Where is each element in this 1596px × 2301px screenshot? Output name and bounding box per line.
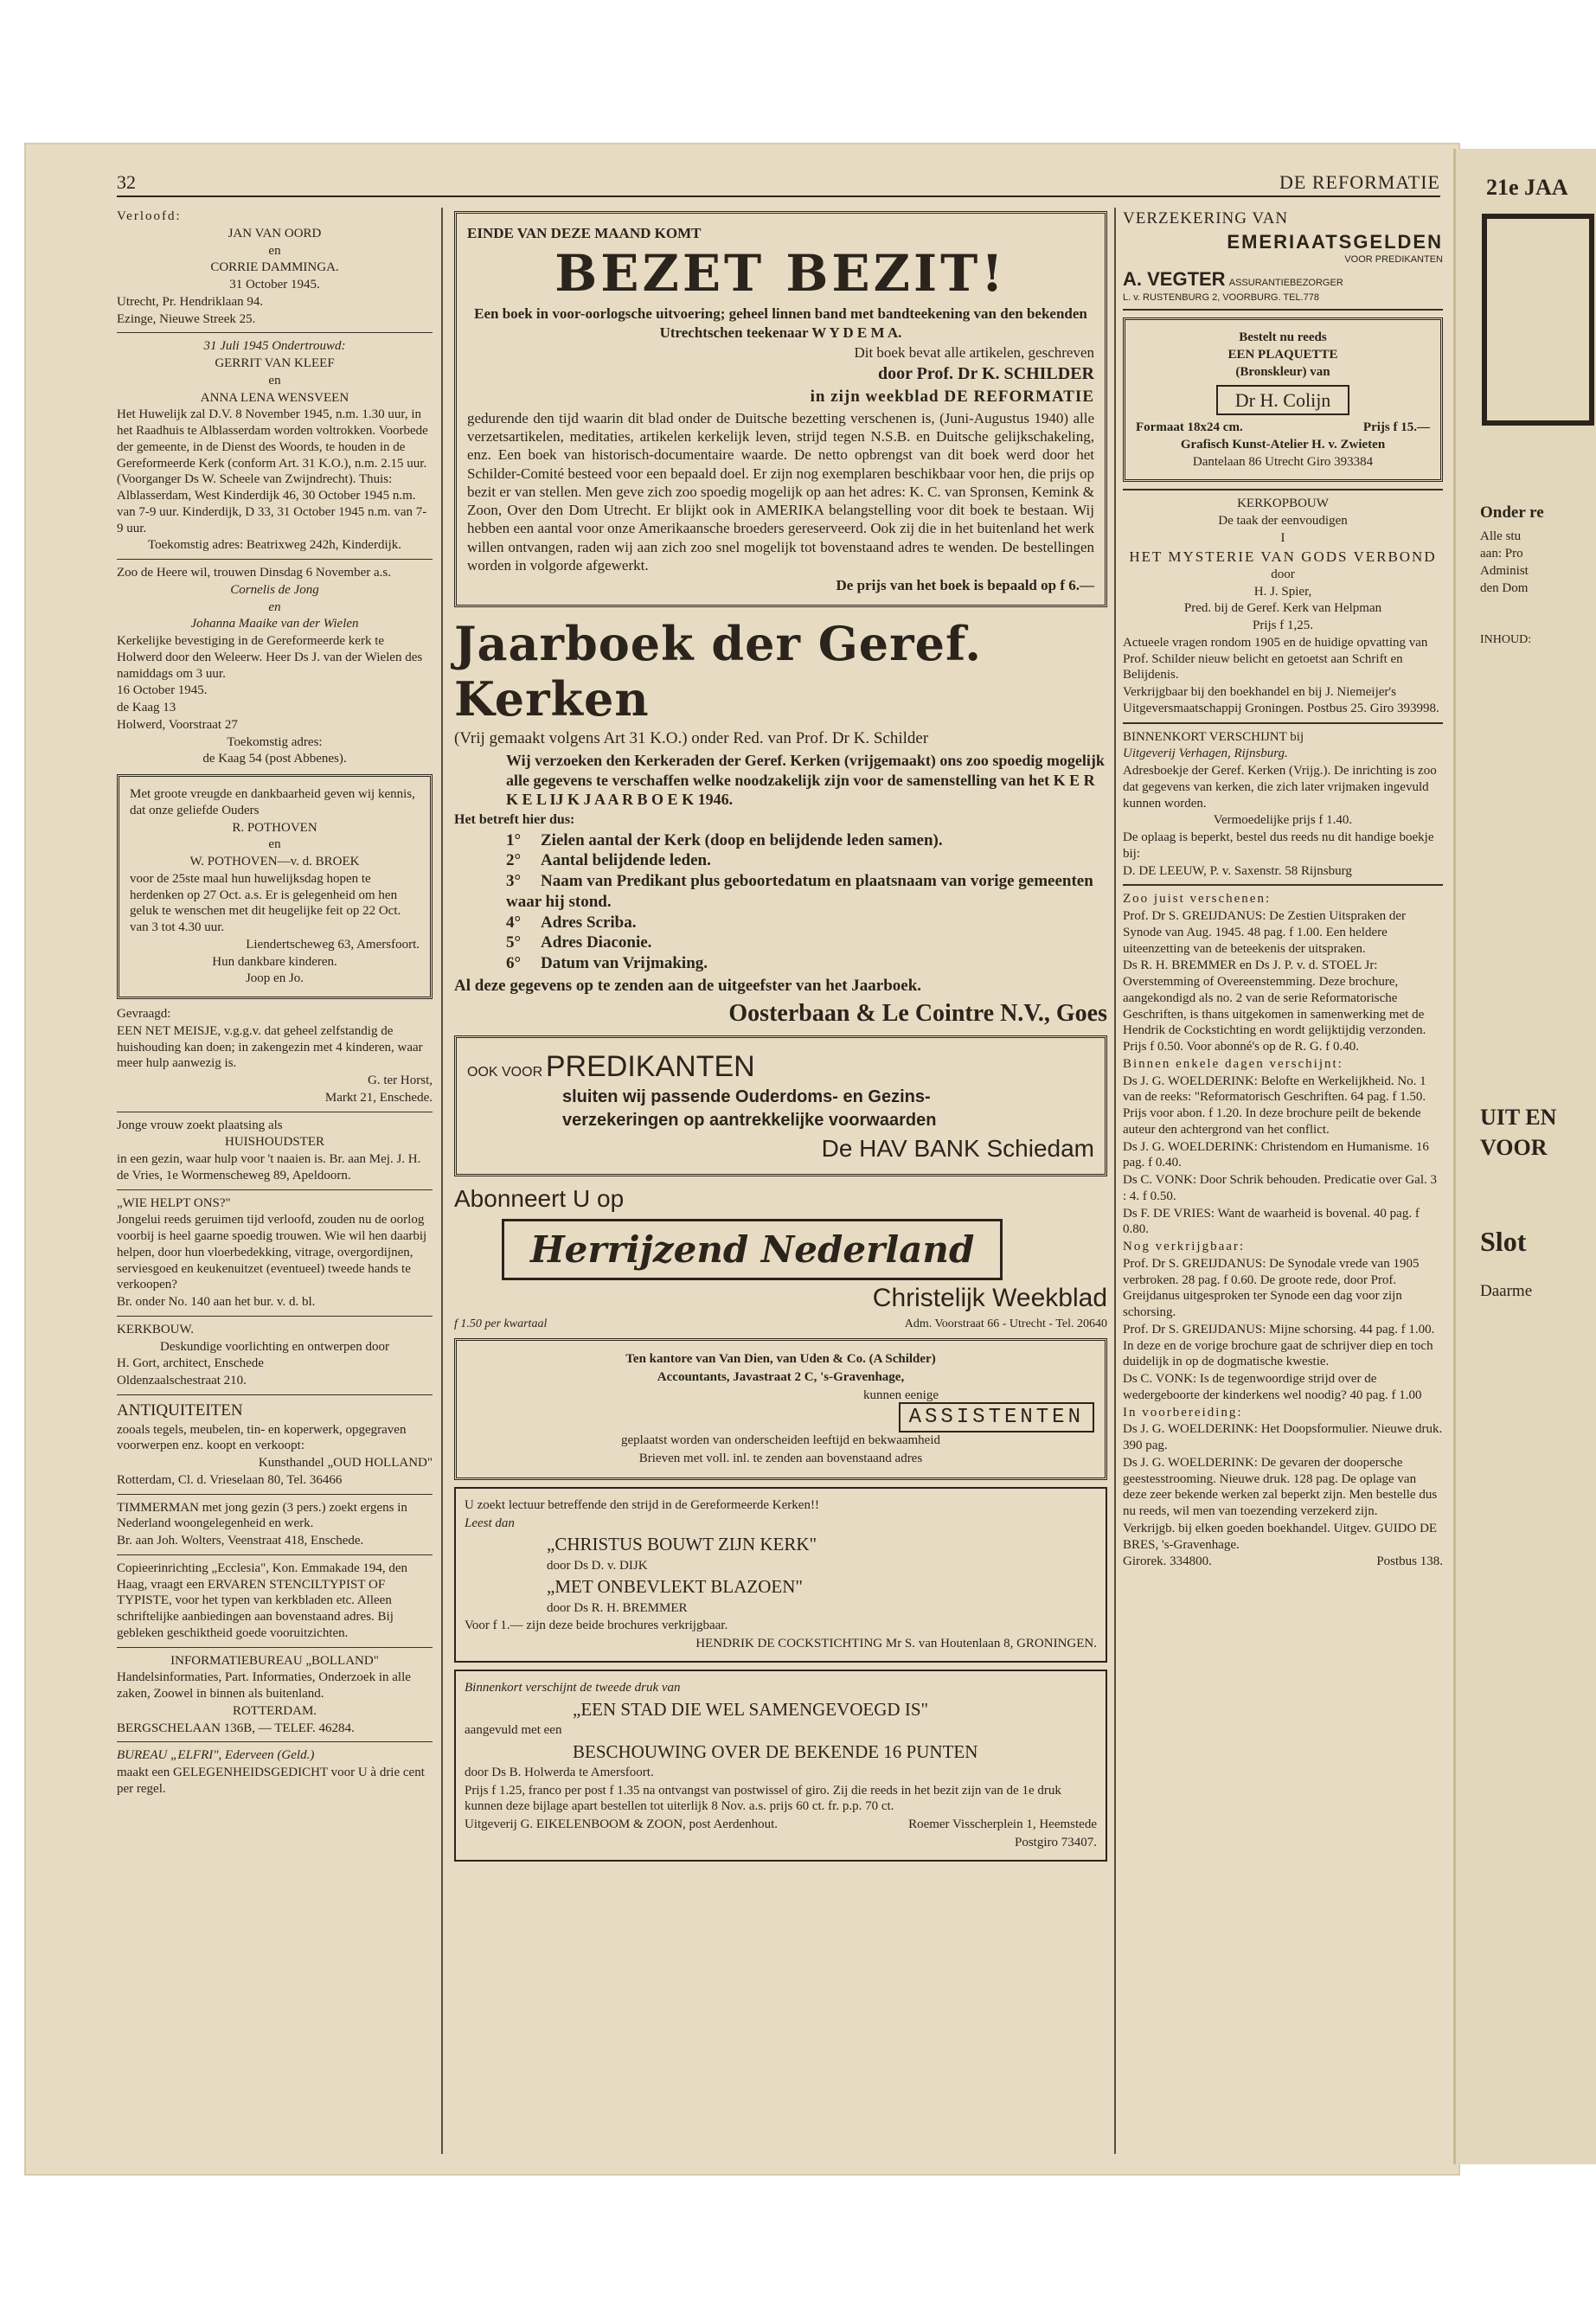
assistenten-line: Brieven met voll. inl. te zenden aan bovenstaand adres (638, 1452, 923, 1465)
anniversary-sign: Hun dankbare kinderen. (212, 954, 337, 969)
gevraagd-heading: Gevraagd: (117, 1007, 171, 1021)
anniversary-address: Liendertscheweg 63, Amersfoort. (246, 937, 420, 952)
emeriaat-ad (1123, 208, 1443, 304)
book-entry: Ds C. VONK: Is de tegenwoordige strijd over de wedergeboorte der kinderkens wel noodig? 40 pag. f 1.00 (1123, 1372, 1422, 1402)
jaarboek-list (506, 830, 1107, 974)
antiquiteiten-heading: ANTIQUITEITEN (117, 1400, 243, 1420)
column-rule (441, 208, 443, 2154)
jaarboek-ad (454, 616, 1107, 1028)
book-entry: Ds C. VONK: Door Schrik behouden. Predicatie over Gal. 3 : 4. f 0.50. (1123, 1173, 1437, 1203)
bezet-bezit-line: Dit boek bevat alle artikelen, geschreven (854, 343, 1094, 361)
kerkopbouw-sub: De taak der eenvoudigen (1218, 514, 1348, 528)
wie-helpt-heading: „WIE HELPT ONS?" (117, 1195, 231, 1210)
verhagen-price: Vermoedelijke prijs f 1.40. (1213, 813, 1353, 828)
antiquiteiten-shop: Kunsthandel „OUD HOLLAND" (258, 1456, 433, 1470)
emeriaat-head: VERZEKERING VAN (1123, 209, 1289, 228)
book-entry: Ds R. H. BREMMER en Ds J. P. v. d. STOEL Jr: Overstemming of Overeenstemming. Deze brochure, aangekondigd als no. 2 van de serie Reformatorische Geschriften, is thans uitgekomen in samenwerking met de Hendrik de Cockstichting en wordt gelijktijdig verzonden. Prijs f 0.50. Voor abonné's op de R. G. f 0.40. (1123, 958, 1426, 1054)
engagement-name-2: CORRIE DAMMINGA. (210, 260, 339, 275)
kerkopbouw-num: I (1280, 530, 1285, 545)
kerkopbouw-author: H. J. Spier, (1253, 584, 1312, 599)
book-entry: Prof. Dr S. GREIJDANUS: De Zestien Uitspraken der Synode van Aug. 1945. 48 pag. f 1.00. Een heldere uiteenzetting van de beteekenis der uitspraken. (1123, 909, 1407, 956)
anniversary-name-1: R. POTHOVEN (232, 820, 317, 835)
bezet-bezit-ad (454, 211, 1107, 607)
herrijzend-address: Adm. Voorstraat 66 - Utrecht - Tel. 20640 (904, 1317, 1107, 1330)
guido-de-bres-ad (1123, 891, 1443, 1570)
engagement-address: Utrecht, Pr. Hendriklaan 94. (117, 294, 264, 309)
running-title: DE REFORMATIE (1279, 171, 1440, 193)
adjacent-text: Alle stu (1480, 529, 1522, 543)
adjacent-text: UIT EN (1480, 1105, 1557, 1130)
verhagen-ad (1123, 729, 1443, 880)
informatie-text: Handelsinformaties, Part. Informaties, Onderzoek in alle zaken, Zoowel in binnen als buitenland. (117, 1670, 411, 1701)
kerkopbouw-title: HET MYSTERIE VAN GODS VERBOND (1129, 548, 1437, 565)
stad-line: Binnenkort verschijnt de tweede druk van (465, 1680, 681, 1695)
page-header (117, 171, 1440, 197)
jaarboek-item: 4° Adres Scriba. (506, 913, 637, 932)
adjacent-text: INHOUD: (1480, 633, 1532, 646)
jaarboek-item: 3° Naam van Predikant plus geboortedatum en plaatsnaam van vorige gemeenten waar hij stond. (506, 872, 1093, 911)
assistenten-line: kunnen eenige (862, 1388, 939, 1402)
plaquette-address: Dantelaan 86 Utrecht Giro 393384 (1192, 454, 1374, 469)
kerkbouw-heading: KERKBOUW. (117, 1322, 195, 1336)
informatie-heading: INFORMATIEBUREAU „BOLLAND" (170, 1653, 379, 1668)
plaquette-name: Dr H. Colijn (1216, 385, 1350, 416)
antiquiteiten-text: zooals tegels, meubelen, tin- en koperwerk, opgegraven voorwerpen enz. koopt en verkoopt: (117, 1422, 407, 1453)
kerkopbouw-body: Actueele vragen rondom 1905 en de huidige opvatting van Prof. Schilder nieuw belicht en getoetst aan Schrift en Belijdenis. (1123, 635, 1428, 683)
adjacent-text: Administ (1480, 564, 1529, 578)
herrijzend-price: f 1.50 per kwartaal (454, 1317, 548, 1330)
cock-line: Leest dan (465, 1516, 515, 1530)
engagement-name-1: JAN VAN OORD (228, 226, 322, 240)
emeriaat-address: L. v. RUSTENBURG 2, VOORBURG. TEL.778 (1123, 292, 1319, 303)
wedding-name-1: Cornelis de Jong (230, 582, 319, 597)
guido-giro: Girorek. 334800. (1123, 1554, 1212, 1569)
ondertrouw-future-address: Toekomstig adres: Beatrixweg 242h, Kinderdijk. (147, 538, 402, 553)
cockstichting-ad (454, 1487, 1107, 1663)
book-entry: Prof. Dr S. GREIJDANUS: Mijne schorsing. 44 pag. f 1.00. In deze en de vorige brochure gaat de schrijver diep en toch duidelijk in op de dogmatische kwestie. (1123, 1322, 1435, 1369)
wedding-date: 16 October 1945. (117, 683, 208, 698)
predikanten-line: verzekeringen op aantrekkelijke voorwaarden (562, 1111, 937, 1130)
adjacent-text: den Dom (1480, 581, 1529, 595)
guido-sale: Verkrijgb. bij elken goeden boekhandel. Uitgev. GUIDO DE BRES, 's-Gravenhage. (1123, 1521, 1438, 1552)
informatie-address: BERGSCHELAAN 136B, — TELEF. 46284. (117, 1721, 355, 1735)
huishoudster-role: HUISHOUDSTER (224, 1135, 324, 1150)
adjacent-text: Onder re (1480, 503, 1544, 522)
engagement-conj: en (268, 243, 281, 258)
adjacent-text: VOOR (1480, 1135, 1548, 1160)
jaarboek-item: 6° Datum van Vrijmaking. (506, 954, 708, 972)
kerkopbouw-role: Pred. bij de Geref. Kerk van Helpman (1183, 601, 1382, 616)
herrijzend-head: Abonneert U op (454, 1185, 625, 1212)
jaarboek-send: Al deze gegevens op te zenden aan de uitgeefster van het Jaarboek. (454, 976, 922, 995)
engagement-address: Ezinge, Nieuwe Streek 25. (117, 311, 256, 326)
herrijzend-sub: Christelijk Weekblad (872, 1284, 1107, 1312)
kerkbouw-sign: H. Gort, architect, Enschede (117, 1356, 264, 1371)
bezet-bezit-top: EINDE VAN DEZE MAAND KOMT (467, 225, 702, 241)
wedding-future-label: Toekomstig adres: (227, 734, 323, 749)
book-entry: Ds J. G. WOELDERINK: Belofte en Werkelijkheid. No. 1 van de reeks: "Reformatorisch Geschriften. 64 pag. f 1.50. Prijs voor abon. f 1.20. In deze brochure peilt de bekende auteur den achtergrond van het conflict. (1123, 1074, 1426, 1137)
plaquette-format: Formaat 18x24 cm. (1136, 420, 1243, 434)
huishoudster-text: Jonge vrouw zoekt plaatsing als (117, 1118, 283, 1132)
stad-subtitle: BESCHOUWING OVER DE BEKENDE 16 PUNTEN (573, 1740, 978, 1762)
column-2-advertisements (454, 208, 1107, 1868)
plaquette-line: (Bronskleur) van (1235, 364, 1330, 379)
bezet-bezit-sub: Een boek in voor-oorlogsche uitvoering; geheel linnen band met bandteekening van den bekenden Utrechtschen teekenaar W Y D E M A. (474, 305, 1087, 341)
herrijzend-title: Herrijzend Nederland (502, 1219, 1003, 1280)
jaarboek-title: Jaarboek der Geref. Kerken (454, 616, 983, 727)
ondertrouw-name-1: GERRIT VAN KLEEF (215, 356, 335, 370)
jaarboek-betreft: Het betreft hier dus: (454, 811, 575, 827)
column-3-advertisements (1123, 208, 1443, 1571)
book-entry: Prof. Dr S. GREIJDANUS: De Synodale vrede van 1905 verbroken. 28 pag. f 0.60. De groote rede, door Prof. Greijdanus uitgesproken ter Synode een dag voor zijn schorsing. (1123, 1256, 1420, 1319)
emeriaat-name: A. VEGTER (1123, 268, 1226, 290)
ondertrouw-text: Het Huwelijk zal D.V. 8 November 1945, n.m. 1.30 uur, in het Raadhuis te Alblasserdam worden voltrokken. Voorbede der gemeente, in de Dienst des Woords, te houden in de Gereformeerde Kerk (conform Art. 31 K.O.), n.m. 2.15 uur. (Voorganger Ds W. Scheele van Zwijndrecht). Thuis: Alblasserdam, West Kinderdijk 46, 30 October 1945 n.m. van 7-9 uur. Kinderdijk, D 33, 31 October 1945 n.m. van 7-9 uur. (117, 407, 428, 535)
kerkbouw-text: Deskundige voorlichting en ontwerpen door (160, 1339, 389, 1354)
predikanten-ad (454, 1035, 1107, 1177)
elfri-text: maakt een GELEGENHEIDSGEDICHT voor U à drie cent per regel. (117, 1766, 425, 1796)
ondertrouw-conj: en (268, 373, 281, 388)
cock-author-2: door Ds R. H. BREMMER (547, 1600, 688, 1615)
stad-title: „EEN STAD DIE WEL SAMENGEVOEGD IS" (573, 1698, 929, 1720)
verhagen-head: BINNENKORT VERSCHIJNT bij (1123, 729, 1304, 744)
verhagen-address: D. DE LEEUW, P. v. Saxenstr. 58 Rijnsburg (1123, 863, 1352, 878)
wedding-text: Kerkelijke bevestiging in de Gereformeerde kerk te Holwerd door den Weleerw. Heer Ds J. van der Wielen des namiddags om 3 uur. (117, 634, 423, 681)
assistenten-ad (454, 1338, 1107, 1480)
column-rule (1114, 208, 1116, 2154)
ondertrouw-heading: 31 Juli 1945 Ondertrouwd: (203, 339, 346, 354)
stad-author: door Ds B. Holwerda te Amersfoort. (465, 1765, 654, 1779)
predikanten-line: sluiten wij passende Ouderdoms- en Gezins- (562, 1087, 931, 1106)
adjacent-text: Daarme (1480, 1282, 1533, 1300)
wedding-future-address: de Kaag 54 (post Abbenes). (202, 752, 347, 766)
cock-line: U zoekt lectuur betreffende den strijd in de Gereformeerde Kerken!! (465, 1497, 819, 1512)
anniversary-intro: Met groote vreugde en dankbaarheid geven wij kennis, dat onze geliefde Ouders (130, 787, 415, 817)
wie-helpt-text: Jongelui reeds geruimen tijd verloofd, zouden nu de oorlog voorbij is heel gaarne spoedig trouwen. Wie wil hen daarbij helpen, door hun vloerbedekking, vitrage, overgordijnen, serviesgoed en keukenuitzet (eventueel) tweede hands te verkoopen? (117, 1213, 427, 1292)
anniversary-name-2: W. POTHOVEN—v. d. BROEK (189, 855, 360, 868)
bezet-bezit-body: gedurende den tijd waarin dit blad onder de Duitsche bezetting verschenen is, (Juni-Augustus 1940) alle verzetsartikelen, meditaties, artikelen kerkelijk leven, strijd tegen N.S.B. en Duitsche gelijkschakeling, enz. Een boek van historisch-documentaire waarde. De netto opbrengst van dit boek werd door het Schilder-Comité besteed voor een bepaald doel. Er zijn nog exemplaren beschikbaar voor hen, die prijs op bezit er van stellen. Men geve zich zoo spoedig mogelijk op aan het adres: K. C. van Spronsen, Kemink & Zoon, Over den Dom Utrecht. Er blijkt ook in AMERIKA belangstelling voor dit boek te bestaan. Wij hebben een aantal voor onze Amerikaansche broeders gereserveerd. Ook zij die in het buitenland het werk willen ontvangen, raden wij aan zich zoo snel mogelijk tot bovenstaand adres te wenden. De bestellingen worden in volgorde afgewerkt. (467, 409, 1094, 574)
stad-body: Prijs f 1.25, franco per post f 1.35 na ontvangst van postwissel of giro. Zij die reeds in het bezit zijn van de 1e druk kunnen deze bijlage apart bestellen tot uiterlijk 8 Nov. a.s. prijs 60 ct. fr. p.p. 70 ct. (465, 1783, 1061, 1814)
engagement-date: 31 October 1945. (229, 278, 320, 292)
adjacent-page-logo-box (1482, 214, 1594, 426)
adjacent-text: Slot (1480, 1226, 1527, 1257)
kerkopbouw-sale: Verkrijgbaar bij den boekhandel en bij J. Niemeijer's Uitgeversmaatschappij Groningen. Postbus 25. Giro 393998. (1123, 685, 1439, 715)
cock-price: Voor f 1.— zijn deze beide brochures verkrijgbaar. (465, 1618, 728, 1633)
zoo-juist-heading: Zoo juist verschenen: (1123, 892, 1272, 907)
bezet-bezit-price: De prijs van het boek is bepaald op f 6.— (836, 577, 1094, 593)
cock-book-1: „CHRISTUS BOUWT ZIJN KERK" (547, 1534, 817, 1555)
binnen-kort-heading: Binnen enkele dagen verschijnt: (1123, 1056, 1343, 1071)
stad-address: Roemer Visscherplein 1, Heemstede (908, 1817, 1097, 1831)
cock-address: HENDRIK DE COCKSTICHTING Mr S. van Houtenlaan 8, GRONINGEN. (695, 1637, 1097, 1650)
anniversary-names: Joop en Jo. (245, 971, 304, 986)
kerkopbouw-price: Prijs f 1,25. (1252, 619, 1313, 632)
plaquette-line: EEN PLAQUETTE (1227, 348, 1338, 362)
in-voorbereiding-heading: In voorbereiding: (1123, 1405, 1243, 1420)
verhagen-note: De oplaag is beperkt, bestel dus reeds nu dit handige boekje bij: (1123, 830, 1434, 861)
ondertrouw-name-2: ANNA LENA WENSVEEN (200, 390, 349, 405)
page-number: 32 (117, 171, 136, 193)
kerkopbouw-head: KERKOPBOUW (1237, 497, 1329, 511)
jaarboek-item: 2° Aantal belijdende leden. (506, 851, 711, 870)
emeriaat-sub: VOOR PREDIKANTEN (1344, 254, 1443, 266)
wedding-address: de Kaag 13 (117, 701, 176, 715)
verloofd-heading: Verloofd: (117, 209, 182, 223)
jaarboek-item: 5° Adres Diaconie. (506, 933, 652, 952)
gevraagd-sign: Markt 21, Enschede. (324, 1090, 433, 1105)
herrijzend-ad (454, 1183, 1107, 1331)
verhagen-publisher: Uitgeverij Verhagen, Rijnsburg. (1123, 747, 1288, 761)
assistenten-line: Accountants, Javastraat 2 C, 's-Gravenhage, (657, 1369, 905, 1384)
bezet-bezit-weekly: in zijn weekblad DE REFORMATIE (810, 388, 1094, 406)
cock-author-1: door Ds D. v. DIJK (547, 1558, 648, 1573)
timmerman-address: Br. aan Joh. Wolters, Veenstraat 418, Enschede. (117, 1534, 364, 1548)
plaquette-ad (1123, 317, 1443, 482)
plaquette-price: Prijs f 15.— (1362, 420, 1430, 434)
stad-line: aangevuld met een (465, 1722, 562, 1737)
guido-postbus: Postbus 138. (1376, 1554, 1443, 1569)
jaarboek-item: 1° Zielen aantal der Kerk (doop en belijdende leden samen). (506, 830, 943, 849)
bezet-bezit-author: door Prof. Dr K. SCHILDER (877, 364, 1094, 383)
timmerman-text: TIMMERMAN met jong gezin (3 pers.) zoekt ergens in Nederland woongelegenheid en werk. (117, 1500, 407, 1531)
stad-publisher: Uitgeverij G. EIKELENBOOM & ZOON, post Aerdenhout. (465, 1817, 779, 1831)
copieer-text: Copieerinrichting „Ecclesia", Kon. Emmakade 194, den Haag, vraagt een ERVAREN STENCILTYPIST OF TYPISTE, voor het typen van kerkbladen etc. Alleen schriftelijke aanbiedingen aan bovenstaand adres. Bij gebleken geschiktheid goede vooruitzichten. (117, 1561, 408, 1640)
column-1-announcements (117, 208, 433, 1798)
assistenten-line: geplaatst worden van onderscheiden leeftijd en bekwaamheid (620, 1433, 941, 1448)
cock-book-2: „MET ONBEVLEKT BLAZOEN" (547, 1576, 803, 1598)
informatie-city: ROTTERDAM. (232, 1703, 317, 1718)
stad-giro: Postgiro 73407. (1014, 1835, 1097, 1849)
plaquette-firm: Grafisch Kunst-Atelier H. v. Zwieten (1180, 437, 1386, 452)
anniversary-text: voor de 25ste maal hun huwelijksdag hopen te herdenken op 27 Oct. a.s. Er is gelegenheid om hen geluk te wenschen met dit heugelijke feit op 22 Oct. van 3 tot 4.30 uur. (130, 871, 401, 934)
wedding-address: Holwerd, Voorstraat 27 (117, 717, 238, 732)
bezet-bezit-title: BEZET BEZIT! (554, 244, 1007, 304)
book-entry: Ds F. DE VRIES: Want de waarheid is bovenal. 40 pag. f 0.80. (1123, 1206, 1420, 1237)
gevraagd-text: EEN NET MEISJE, v.g.g.v. dat geheel zelfstandig de huishouding kan doen; in zakengezin met 4 kinderen, waar meer hulp aanwezig is. (117, 1023, 423, 1071)
jaarboek-publisher: Oosterbaan & Le Cointre N.V., Goes (728, 999, 1107, 1027)
jaarboek-sub: (Vrij gemaakt volgens Art 31 K.O.) onder Red. van Prof. Dr K. Schilder (454, 729, 929, 748)
anniversary-conj: en (268, 837, 281, 852)
nog-verkrijgbaar-heading: Nog verkrijgbaar: (1123, 1240, 1246, 1253)
eikelenboom-ad (454, 1670, 1107, 1862)
kerkopbouw-door: door (1271, 567, 1295, 581)
huishoudster-body: in een gezin, waar hulp voor 't naaien is. Br. aan Mej. J. H. de Vries, 1e Wormenscheweg 89, Apeldoorn. (117, 1152, 421, 1183)
verhagen-body: Adresboekje der Geref. Kerken (Vrijg.). De inrichting is zoo dat gegevens van kerken, die zich later vrijmaken ingevuld kunnen worden. (1123, 764, 1437, 811)
book-entry: Ds J. G. WOELDERINK: Christendom en Humanisme. 16 pag. f 0.40. (1123, 1139, 1429, 1170)
wie-helpt-reply: Br. onder No. 140 aan het bur. v. d. bl. (117, 1295, 316, 1309)
predikanten-bank: De HAV BANK Schiedam (821, 1135, 1094, 1162)
predikanten-title: PREDIKANTEN (545, 1049, 755, 1083)
antiquiteiten-address: Rotterdam, Cl. d. Vrieselaan 80, Tel. 36466 (117, 1472, 343, 1487)
emeriaat-title: EMERIAATSGELDEN (1227, 230, 1443, 253)
wedding-intro: Zoo de Heere wil, trouwen Dinsdag 6 November a.s. (117, 566, 391, 580)
predikanten-ook: OOK VOOR (467, 1064, 543, 1080)
kerkopbouw-ad (1123, 496, 1443, 716)
kerkbouw-address: Oldenzaalschestraat 210. (117, 1374, 247, 1388)
jaarboek-body: Wij verzoeken den Kerkeraden der Geref. Kerken (vrijgemaakt) ons zoo spoedig mogelijk alle gegevens te verschaffen welke noodzakelijk zijn voor de samenstelling van het K E R K E L IJ K J A A R B O E K 1946. (506, 752, 1105, 808)
gevraagd-sign: G. ter Horst, (368, 1074, 433, 1087)
elfri-heading: BUREAU „ELFRI", Ederveen (Geld.) (117, 1748, 315, 1763)
anniversary-notice (117, 774, 433, 999)
emeriaat-role: ASSURANTIEBEZORGER (1228, 278, 1343, 288)
book-entry: Ds J. G. WOELDERINK: De gevaren der doopersche geestesstrooming. Nieuwe druk. 128 pag. De oplage van deze zeer bekende werken zal beperkt zijn. Men bestelle dus nu reeds, wil men van toezending verzekerd zijn. (1123, 1455, 1438, 1518)
adjacent-page-header: 21e JAA (1486, 175, 1568, 200)
plaquette-line: Bestelt nu reeds (1239, 330, 1327, 345)
adjacent-page-edge (1453, 149, 1596, 2164)
assistenten-line: Ten kantore van Van Dien, van Uden & Co. (A Schilder) (625, 1352, 936, 1366)
adjacent-text: aan: Pro (1480, 547, 1523, 561)
book-entry: Ds J. G. WOELDERINK: Het Doopsformulier. Nieuwe druk. 390 pag. (1123, 1422, 1443, 1452)
wedding-conj: en (268, 599, 281, 614)
assistenten-title: ASSISTENTEN (899, 1402, 1094, 1433)
wedding-name-2: Johanna Maaike van der Wielen (190, 617, 359, 631)
